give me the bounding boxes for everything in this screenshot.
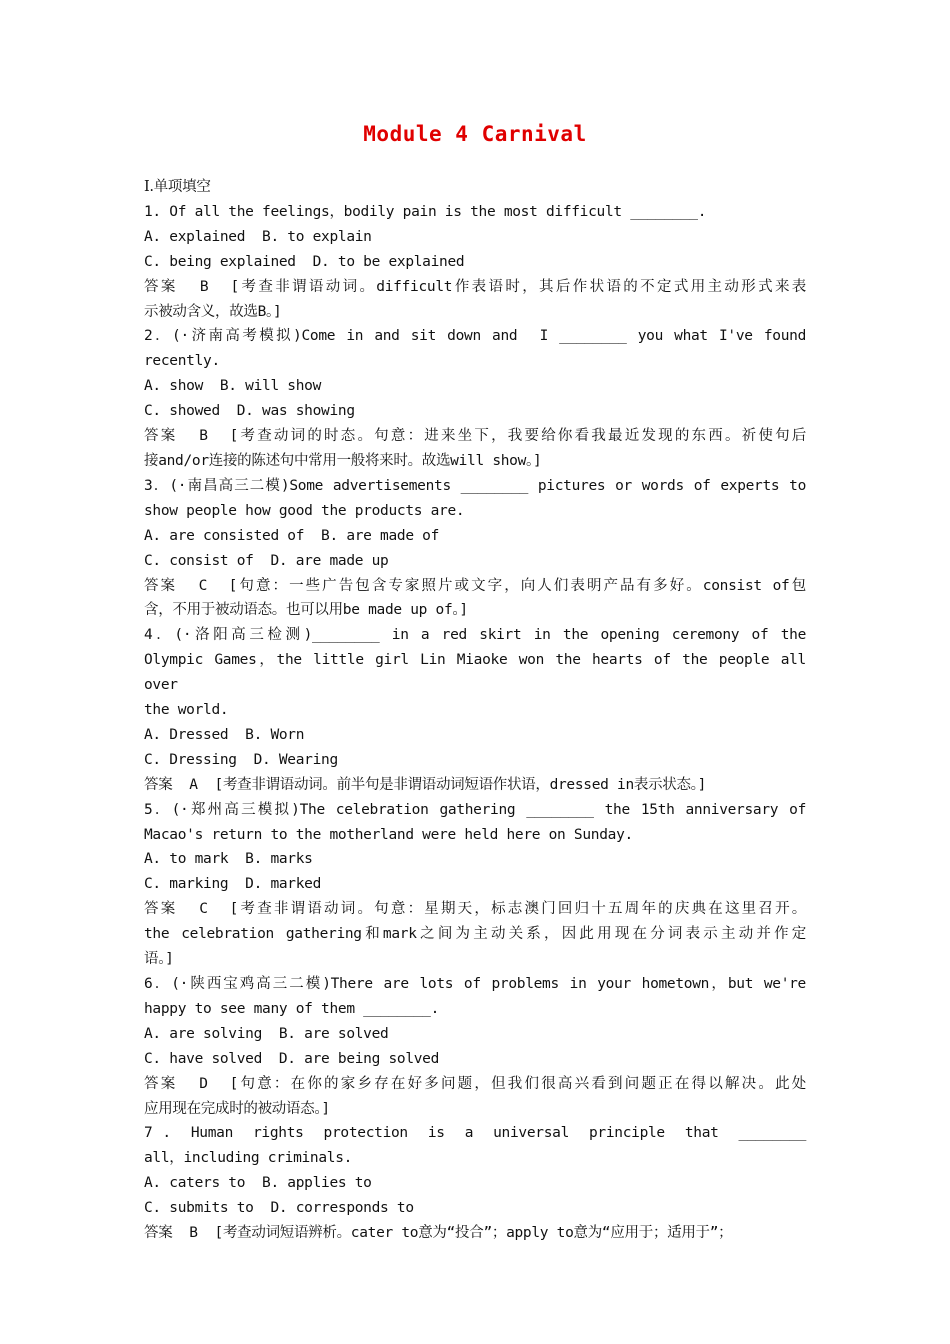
question-stem: 2．(·济南高考模拟)Come in and sit down and I ________ you what I've found	[144, 328, 806, 345]
answer-line: 答案 C [考查非谓语动词。句意：星期天，标志澳门回归十五周年的庆典在这里召开。	[144, 901, 806, 918]
question-4	[144, 623, 815, 797]
option-line: C. being explained D. to be explained	[144, 253, 465, 270]
question-stem: happy to see many of them ________.	[144, 1000, 440, 1017]
page-title: Module 4 Carnival	[363, 122, 587, 146]
question-2	[144, 324, 806, 473]
answer-line: 答案 D [句意：在你的家乡存在好多问题，但我们很高兴看到问题正在得以解决。此处	[144, 1075, 806, 1092]
question-stem: Macao's return to the motherland were held here on Sunday.	[144, 826, 633, 843]
answer-line: 答案 B [考查非谓语动词。difficult作表语时，其后作状语的不定式用主动形式来表	[144, 278, 806, 295]
question-3	[144, 474, 806, 623]
question-stem: 5．(·郑州高三模拟)The celebration gathering ________ the 15th anniversary of	[144, 801, 806, 818]
option-line: A. caters to B. applies to	[144, 1175, 372, 1192]
answer-line: 语。]	[144, 951, 174, 968]
option-line: A. explained B. to explain	[144, 228, 372, 245]
question-stem: Olympic Games，the little girl Lin Miaoke won the hearts of the people all over	[144, 652, 815, 694]
answer-line: 示被动含义，故选B。]	[144, 303, 282, 320]
question-stem: show people how good the products are.	[144, 502, 465, 519]
question-stem: 6．(·陕西宝鸡高三二模)There are lots of problems in your hometown，but we're	[144, 976, 806, 992]
option-line: C. marking D. marked	[144, 876, 322, 893]
question-stem: 4．(·洛阳高三检测)________ in a red skirt in the opening ceremony of the	[144, 627, 806, 644]
answer-line: the celebration gathering和mark之间为主动关系，因此用现在分词表示主动并作定	[144, 926, 806, 943]
answer-line: 答案 B [考查动词短语辨析。cater to意为“投合”；apply to意为“应用于；适用于”；	[144, 1225, 733, 1242]
option-line: A. Dressed B. Worn	[144, 726, 305, 743]
question-stem: all，including criminals.	[144, 1150, 353, 1167]
answer-line: 答案 C [句意：一些广告包含专家照片或文字，向人们表明产品有多好。consist of包	[144, 577, 806, 594]
option-line: C. showed D. was showing	[144, 403, 355, 420]
answer-line: 应用现在完成时的被动语态。]	[144, 1100, 330, 1117]
option-line: C. submits to D. corresponds to	[144, 1200, 414, 1217]
option-line: C. have solved D. are being solved	[144, 1050, 440, 1067]
question-stem: 7 . Human rights protection is a universal principle that ________	[144, 1125, 806, 1142]
answer-line: 答案 B [考查动词的时态。句意：进来坐下，我要给你看我最近发现的东西。祈使句后	[144, 428, 806, 445]
answer-line: 答案 A [考查非谓语动词。前半句是非谓语动词短语作状语，dressed in表示状态。]	[144, 776, 707, 793]
question-stem: 1. Of all the feelings，bodily pain is the most difficult ________.	[144, 203, 707, 220]
option-line: A. to mark B. marks	[144, 851, 313, 868]
question-stem: the world.	[144, 702, 229, 719]
question-7	[144, 1121, 806, 1246]
question-5	[144, 798, 806, 972]
question-stem: recently.	[144, 353, 220, 370]
question-6	[144, 972, 806, 1121]
option-line: A. show B. will show	[144, 378, 322, 395]
question-1	[144, 200, 806, 325]
option-line: C. consist of D. are made up	[144, 552, 389, 569]
answer-line: 接and/or连接的陈述句中常用一般将来时。故选will show。]	[144, 452, 542, 469]
option-line: C. Dressing D. Wearing	[144, 751, 338, 768]
document-body	[144, 175, 815, 1246]
option-line: A. are solving B. are solved	[144, 1025, 389, 1042]
section-heading: Ⅰ.单项填空	[144, 179, 211, 195]
answer-line: 含，不用于被动语态。也可以用be made up of。]	[144, 602, 468, 619]
question-stem: 3．(·南昌高三二模)Some advertisements ________ pictures or words of experts to	[144, 477, 806, 494]
option-line: A. are consisted of B. are made of	[144, 527, 440, 544]
